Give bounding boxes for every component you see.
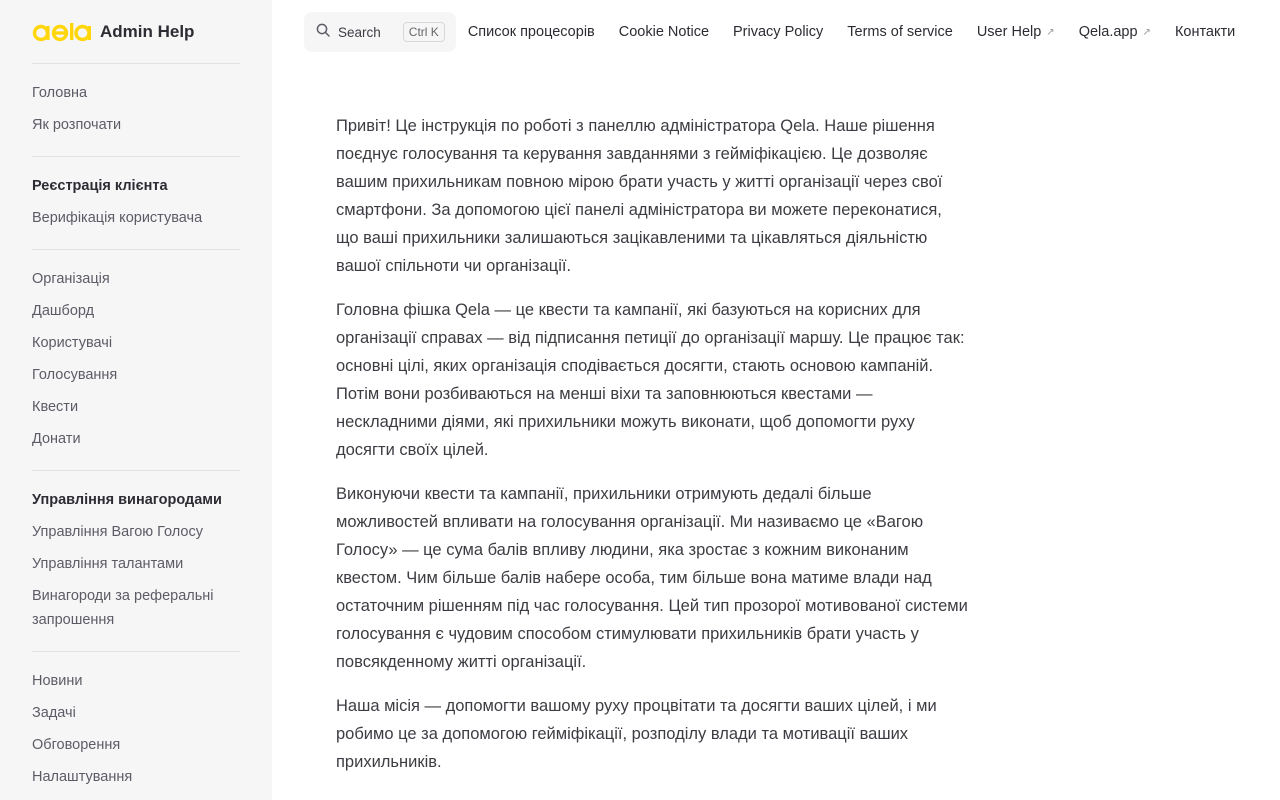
- qela-logo[interactable]: [32, 21, 92, 43]
- nav-group-misc: [32, 652, 240, 800]
- sidebar-item-quests[interactable]: Квести: [32, 399, 79, 415]
- sidebar-item-vote-weight[interactable]: Управління Вагою Голосу: [32, 524, 203, 540]
- nav-link-qela-app[interactable]: [1079, 24, 1151, 40]
- nav-link-contacts[interactable]: Контакти: [1174, 24, 1236, 40]
- content-paragraph: Виконуючи квести та кампанії, прихильники отримують дедалі більше можливостей впливати на голосування організації. Ми називаємо це «Вагою Голосу» — це сума балів впливу людини, яка зростає з кожним виконаним квестом. Чим більше балів набере особа, тим більше вона матиме влади над остаточним рішенням під час голосування. Цей тип прозорої мотивованої системи голосування є чудовим способом стимулювати прихильників брати участь у повсякденному житті організації.: [336, 485, 968, 671]
- sidebar-item-news[interactable]: Новини: [32, 673, 83, 689]
- nav-link-qela-app-label: Qela.app: [1078, 24, 1138, 40]
- nav-group-organization: [32, 250, 240, 471]
- external-link-icon: ↗: [1142, 26, 1151, 38]
- sidebar-item-referral-rewards[interactable]: Винагороди за реферальні запрошення: [32, 588, 214, 628]
- sidebar-item-settings[interactable]: Налаштування: [32, 769, 133, 785]
- sidebar-item-home[interactable]: Головна: [32, 85, 88, 101]
- sidebar: [0, 0, 272, 800]
- content-paragraph: Наша місія — допомогти вашому руху процвітати та досягти ваших цілей, і ми робимо це за допомогою гейміфікації, розподілу влади та мотивації ваших прихильників.: [336, 697, 937, 771]
- nav-group-intro: [32, 64, 240, 157]
- external-link-icon: ↗: [1046, 26, 1055, 38]
- sidebar-item-donations[interactable]: Донати: [32, 431, 81, 447]
- nav-link-cookie-notice[interactable]: Cookie Notice: [618, 24, 710, 40]
- brand-header[interactable]: [32, 0, 240, 64]
- search-shortcut-badge: [403, 22, 445, 42]
- nav-link-privacy-policy[interactable]: Privacy Policy: [733, 24, 824, 40]
- sidebar-heading-registration[interactable]: Реєстрація клієнта: [32, 178, 168, 194]
- shortcut-key-k: K: [430, 25, 439, 39]
- nav-link-processors[interactable]: Список процесорів: [467, 24, 595, 40]
- search-label: Search: [338, 24, 381, 40]
- search-icon: [316, 23, 330, 42]
- sidebar-item-talents[interactable]: Управління талантами: [32, 556, 184, 572]
- shortcut-key-ctrl: Ctrl: [408, 25, 428, 39]
- sidebar-item-users[interactable]: Користувачі: [32, 335, 113, 351]
- sidebar-item-organization[interactable]: Організація: [32, 271, 110, 287]
- top-navbar: [272, 0, 1280, 64]
- sidebar-item-voting[interactable]: Голосування: [32, 367, 118, 383]
- search-button[interactable]: [304, 12, 456, 52]
- content-paragraph: Привіт! Це інструкція по роботі з панеллю адміністратора Qela. Наше рішення поєднує голосування та керування завданнями з гейміфікацією. Це дозволяє вашим прихильникам повною мірою брати участь у житті організації через свої смартфони. За допомогою цієї панелі адміністратора ви можете переконатися, що ваші прихильники залишаються зацікавленими та цікавляться діяльністю вашої спільноти чи організації.: [336, 117, 943, 275]
- nav-group-rewards: [32, 471, 240, 652]
- nav-group-registration: [32, 157, 240, 250]
- main-content: [336, 112, 968, 792]
- nav-link-terms[interactable]: Terms of service: [847, 24, 953, 40]
- sidebar-item-getting-started[interactable]: Як розпочати: [32, 117, 122, 133]
- sidebar-heading-rewards[interactable]: Управління винагородами: [32, 492, 222, 508]
- nav-link-user-help[interactable]: [977, 24, 1055, 40]
- sidebar-item-tasks[interactable]: Задачі: [32, 705, 76, 721]
- site-title[interactable]: Admin Help: [100, 21, 195, 41]
- nav-link-user-help-label: User Help: [976, 24, 1042, 40]
- sidebar-nav: [32, 64, 240, 800]
- sidebar-item-dashboard[interactable]: Дашборд: [32, 303, 95, 319]
- content-paragraph: Головна фішка Qela — це квести та кампанії, які базуються на корисних для організації справах — від підписання петиції до організації маршу. Це працює так: основні цілі, яких організація сподівається досягти, стають основою кампаній. Потім вони розбиваються на менші віхи та заповнюються квестами — нескладними діями, які прихильники можуть виконати, щоб допомогти руху досягти своїх цілей.: [336, 301, 965, 459]
- top-links: [468, 24, 1259, 40]
- sidebar-item-discussions[interactable]: Обговорення: [32, 737, 121, 753]
- sidebar-item-user-verification[interactable]: Верифікація користувача: [32, 210, 203, 226]
